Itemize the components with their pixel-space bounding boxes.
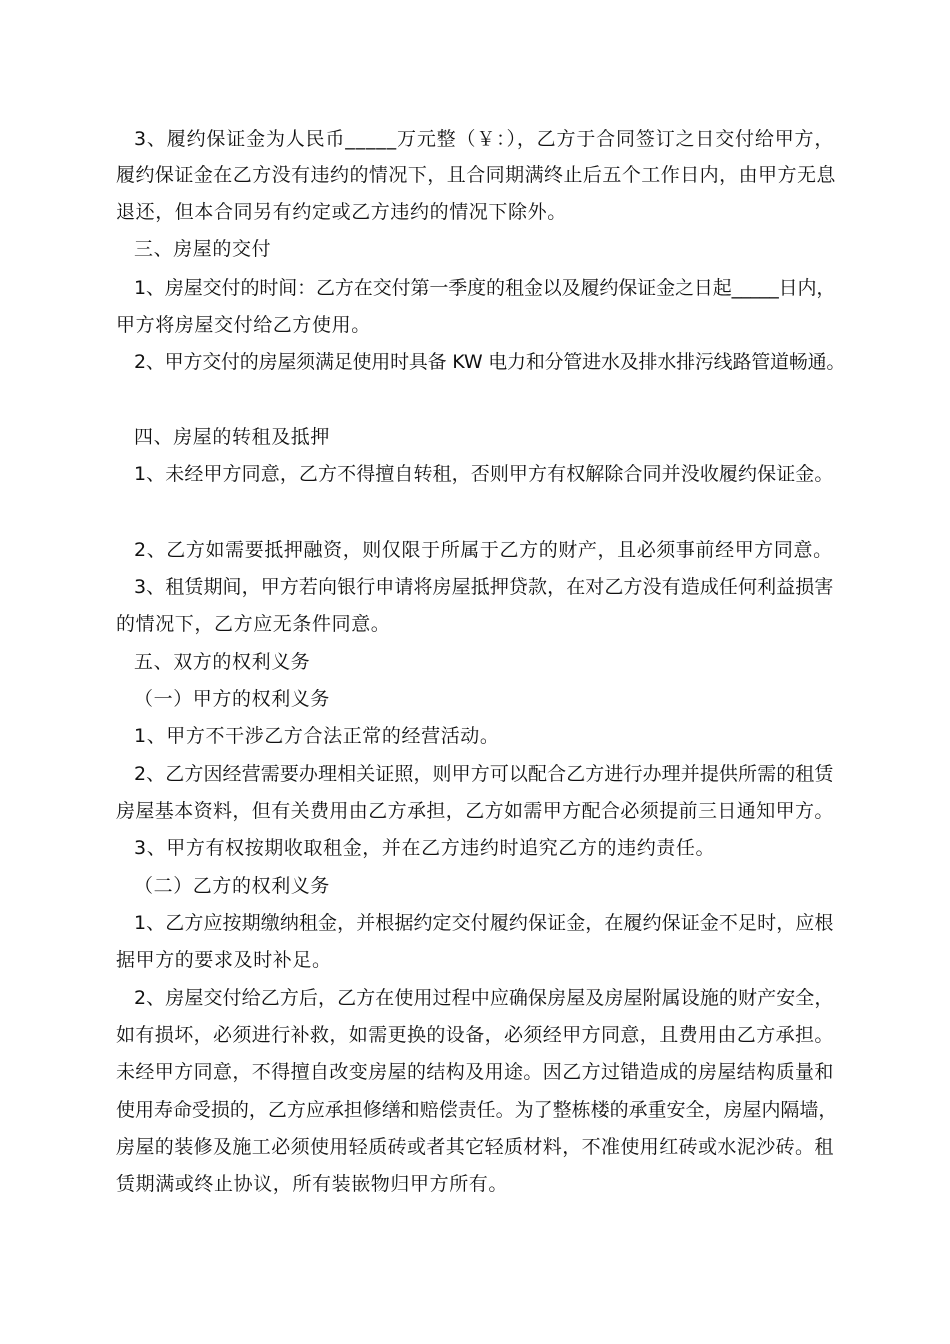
section-5-heading: 五、双方的权利义务 (134, 651, 311, 673)
clause-3-deposit-line-2: 履约保证金在乙方没有违约的情况下，且合同期满终止后五个工作日内，由甲方无息 (116, 164, 836, 186)
lessor-rights-subheading: （一）甲方的权利义务 (134, 688, 331, 710)
delivery-clause-1-line-2: 甲方将房屋交付给乙方使用。 (116, 314, 371, 336)
lessee-clause-1-line-2: 据甲方的要求及时补足。 (116, 949, 332, 971)
lessee-clause-2-line-6: 赁期满或终止协议，所有装嵌物归甲方所有。 (116, 1173, 509, 1195)
lessor-clause-2-line-2: 房屋基本资料，但有关费用由乙方承担，乙方如需甲方配合必须提前三日通知甲方。 (116, 800, 834, 822)
delivery-clause-1-line-1: 1、房屋交付的时间：乙方在交付第一季度的租金以及履约保证金之日起_____日内， (134, 277, 836, 299)
sublease-clause-3-line-1: 3、租赁期间，甲方若向银行申请将房屋抵押贷款，在对乙方没有造成任何利益损害 (134, 576, 834, 598)
clause-3-deposit-line-1: 3、履约保证金为人民币_____万元整（￥：），乙方于合同签订之日交付给甲方， (134, 128, 835, 150)
lessor-clause-1: 1、甲方不干涉乙方合法正常的经营活动。 (134, 725, 500, 747)
lessee-clause-2-line-3: 未经甲方同意，不得擅自改变房屋的结构及用途。因乙方过错造成的房屋结构质量和 (116, 1061, 834, 1083)
lessee-clause-2-line-5: 房屋的装修及施工必须使用轻质砖或者其它轻质材料，不准使用红砖或水泥沙砖。租 (116, 1136, 834, 1158)
lessee-clause-1-line-1: 1、乙方应按期缴纳租金，并根据约定交付履约保证金，在履约保证金不足时，应根 (134, 912, 834, 934)
lessee-rights-subheading: （二）乙方的权利义务 (134, 875, 331, 897)
lessee-clause-2-line-4: 使用寿命受损的，乙方应承担修缮和赔偿责任。为了整栋楼的承重安全，房屋内隔墙， (116, 1099, 838, 1121)
section-4-heading: 四、房屋的转租及抵押 (134, 426, 331, 448)
sublease-clause-1: 1、未经甲方同意，乙方不得擅自转租，否则甲方有权解除合同并没收履约保证金。 (134, 463, 834, 485)
delivery-clause-2: 2、甲方交付的房屋须满足使用时具备 KW 电力和分管进水及排水排污线路管道畅通。 (134, 351, 846, 373)
lessee-clause-2-line-2: 如有损坏，必须进行补救，如需更换的设备，必须经甲方同意，且费用由乙方承担。 (116, 1024, 834, 1046)
lessor-clause-2-line-1: 2、乙方因经营需要办理相关证照，则甲方可以配合乙方进行办理并提供所需的租赁 (134, 763, 834, 785)
section-3-heading: 三、房屋的交付 (134, 238, 272, 260)
lessor-clause-3: 3、甲方有权按期收取租金，并在乙方违约时追究乙方的违约责任。 (134, 837, 716, 859)
sublease-clause-3-line-2: 的情况下，乙方应无条件同意。 (116, 613, 391, 635)
lessee-clause-2-line-1: 2、房屋交付给乙方后，乙方在使用过程中应确保房屋及房屋附属设施的财产安全， (134, 987, 834, 1009)
clause-3-deposit-line-3: 退还，但本合同另有约定或乙方违约的情况下除外。 (116, 201, 567, 223)
sublease-clause-2: 2、乙方如需要抵押融资，则仅限于所属于乙方的财产，且必须事前经甲方同意。 (134, 539, 833, 561)
